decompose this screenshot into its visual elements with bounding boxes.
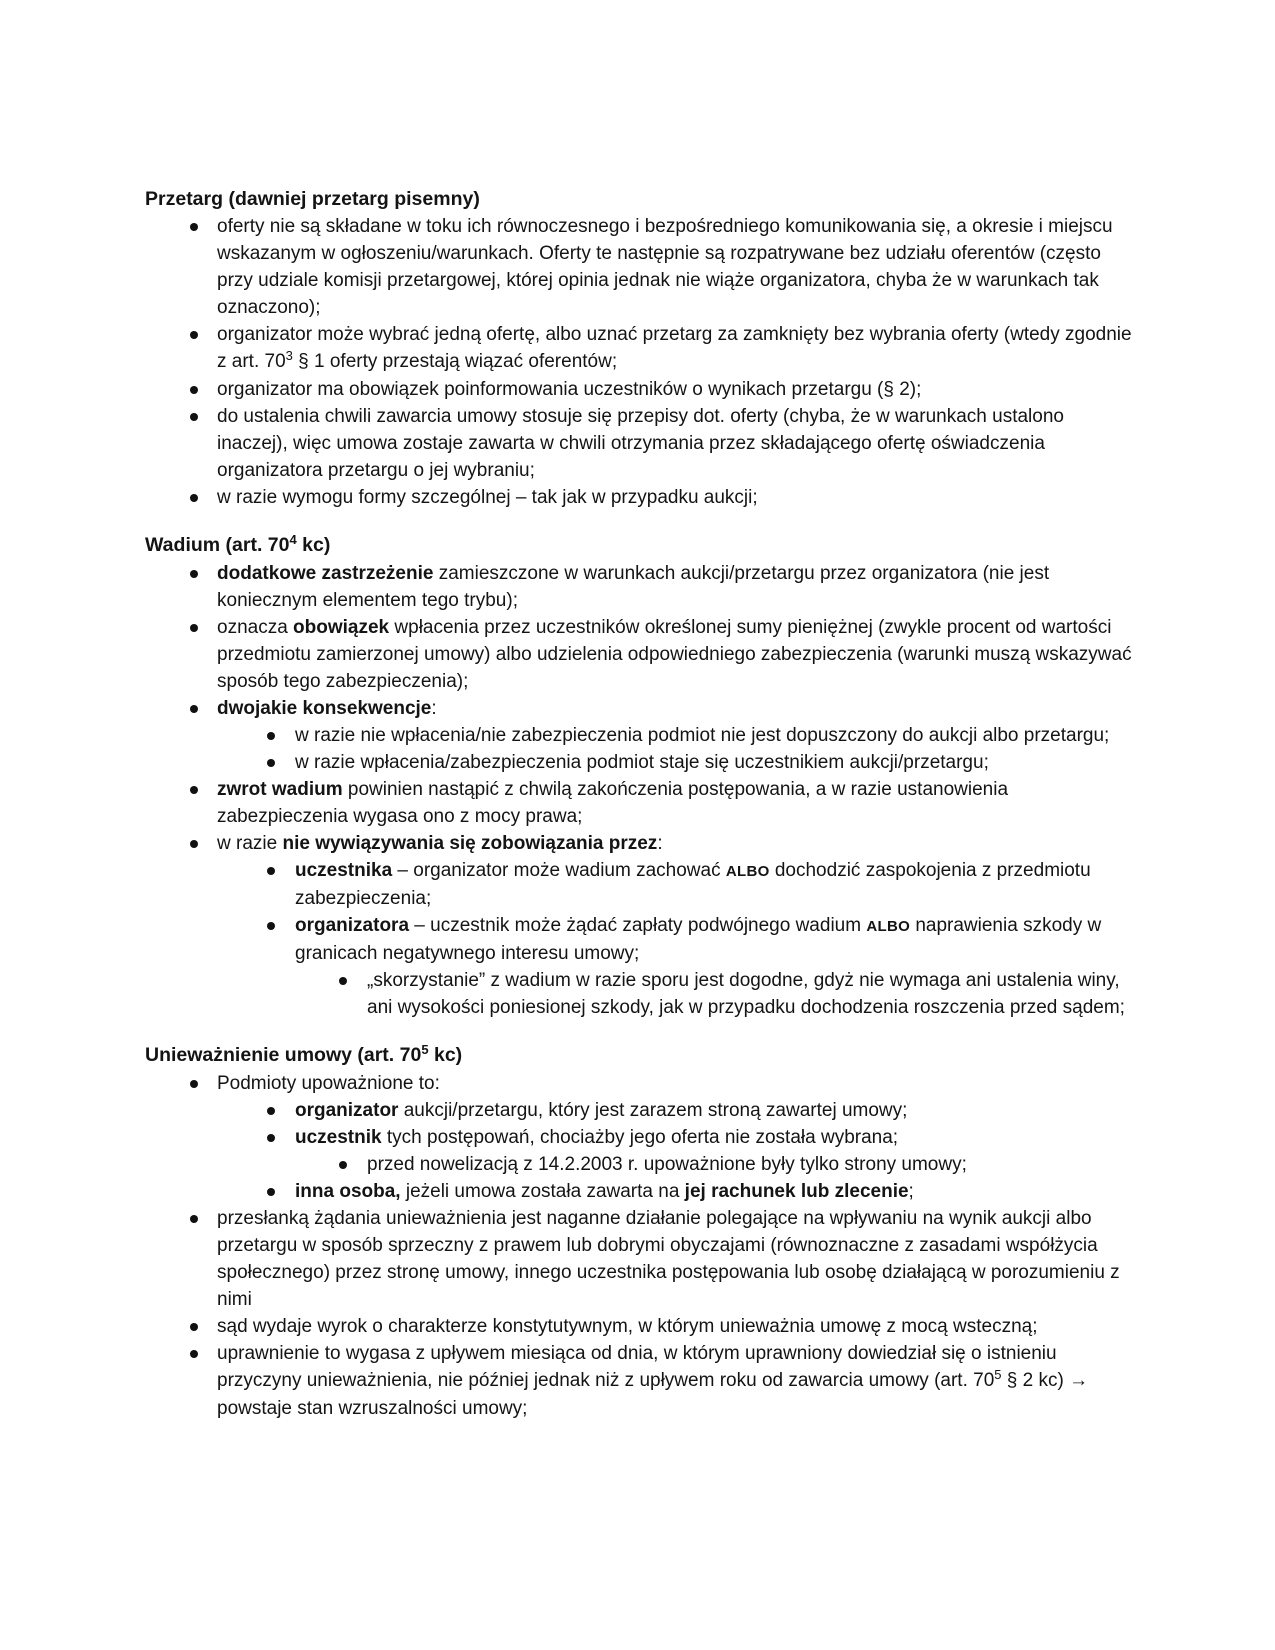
bullet-icon [190,705,198,713]
superscript: 3 [285,348,293,363]
bullet-item [145,213,1135,321]
bullet-text [367,1154,967,1175]
bullet-icon [267,732,275,740]
bullet-text [217,1316,1037,1337]
bullet-text [217,1343,1088,1419]
text-run: w razie wymogu formy szczególnej – tak jak w przypadku aukcji; [217,487,758,508]
bullet-text [217,1208,1120,1310]
bullet-text [217,487,758,508]
bullet-item [145,722,1135,749]
text-run: kc) [428,1044,463,1066]
bullet-item [145,403,1135,484]
text-run: § 2 kc) → powstaje stan wzruszalności umowy; [217,1370,1089,1419]
bullet-text [217,216,1113,318]
text-run: § 1 oferty przestają wiązać oferentów; [292,351,618,372]
text-run: organizator ma obowiązek poinformowania uczestników o wynikach przetargu (§ 2); [217,379,922,400]
bullet-text [367,970,1125,1018]
bullet-item [145,1205,1135,1313]
bullet-icon [267,1188,275,1196]
bullet-item [145,967,1135,1021]
text-run: jeżeli umowa została zawarta na [400,1181,685,1202]
bullet-item [145,484,1135,511]
bullet-item [145,830,1135,857]
bullet-item [145,1124,1135,1151]
bullet-icon [190,624,198,632]
bullet-item [145,614,1135,695]
text-run: aukcji/przetargu, który jest zarazem stroną zawartej umowy; [398,1100,908,1121]
text-run: naprawienia szkody w granicach negatywnego interesu umowy; [295,915,1102,964]
bullet-item [145,912,1135,967]
text-run: jej rachunek lub zlecenie [684,1181,909,1202]
bullet-item [145,376,1135,403]
bullet-text [295,725,1109,746]
bullet-text [295,915,1101,964]
text-run: uprawnienie to wygasa z upływem miesiąca od dnia, w którym uprawniony dowiedział się o istnieniu przyczyny unieważnienia, nie później jednak niż z upływem roku od zawarcia umowy (art. 70 [217,1343,1057,1391]
bullet-icon [190,494,198,502]
document-content [145,186,1135,1422]
bullet-item [145,857,1135,912]
bullet-text [217,698,437,719]
text-run: w razie wpłacenia/zabezpieczenia podmiot staje się uczestnikiem aukcji/przetargu; [295,752,989,773]
text-run: dochodzić zaspokojenia z przedmiotu zabezpieczenia; [295,860,1091,909]
bullet-icon [190,1215,198,1223]
bullet-icon [190,1323,198,1331]
bullet-text [217,617,1132,692]
text-run: dodatkowe zastrzeżenie [217,563,434,584]
text-run: Wadium (art. 70 [145,534,290,556]
text-run: – uczestnik może żądać zapłaty podwójnego wadium [409,915,867,936]
text-run: – organizator może wadium zachować [392,860,726,881]
section-heading [145,1042,1135,1070]
text-run: organizator [295,1100,399,1121]
bullet-icon [190,840,198,848]
bullet-icon [339,977,347,985]
bullet-item [145,1070,1135,1097]
text-run: powinien nastąpić z chwilą zakończenia postępowania, a w razie ustanowienia zabezpieczenia wygasa ono z mocy prawa; [217,779,1009,827]
section-heading [145,532,1135,560]
text-run: Podmioty upoważnione to: [217,1073,440,1094]
bullet-text [217,406,1064,481]
text-run: Przetarg (dawniej przetarg pisemny) [145,188,480,210]
text-run: organizatora [295,915,410,936]
text-run: ; [908,1181,914,1202]
bullet-icon [190,1350,198,1358]
bullet-item [145,776,1135,830]
text-run: do ustalenia chwili zawarcia umowy stosuje się przepisy dot. oferty (chyba, że w warunkach ustalono inaczej), więc umowa zostaje zawarta w chwili otrzymania przez składającego ofertę oświadczenia organizatora przetargu o jej wybraniu; [217,406,1064,481]
bullet-item [145,1097,1135,1124]
bullet-item [145,560,1135,614]
superscript: 5 [994,1367,1002,1382]
text-run: dwojakie konsekwencje [217,698,432,719]
text-run: nie wywiązywania się zobowiązania przez [282,833,658,854]
text-run: zwrot wadium [217,779,343,800]
text-run: : [657,833,663,854]
bullet-icon [267,759,275,767]
bullet-icon [190,386,198,394]
text-run: organizator może wybrać jedną ofertę, albo uznać przetarg za zamknięty bez wybrania oferty (wtedy zgodnie z art. 70 [217,324,1132,372]
bullet-item [145,321,1135,376]
bullet-icon [190,786,198,794]
bullet-text [295,1100,907,1121]
text-run: oznacza [217,617,294,638]
text-run: obowiązek [293,617,390,638]
text-run: przesłanką żądania unieważnienia jest naganne działanie polegające na wpływaniu na wynik aukcji albo przetargu w sposób sprzeczny z prawem lub dobrymi obyczajami (równoznaczne z zasadami współżycia społecznego) przez stronę umowy, innego uczestnika postępowania lub osobę działającą w porozumieniu z nimi [217,1208,1120,1310]
bullet-item [145,749,1135,776]
bullet-text [295,1127,898,1148]
bullet-text [217,833,663,854]
bullet-item [145,1151,1135,1178]
text-run: oferty nie są składane w toku ich równoczesnego i bezpośredniego komunikowania się, a okresie i miejscu wskazanym w ogłoszeniu/warunkach. Oferty te następnie są rozpatrywane bez udziału oferentów (często przy udziale komisji przetargowej, której opinia jednak nie wiąże organizatora, chyba że w warunkach tak oznaczono); [217,216,1113,318]
text-run: wpłacenia przez uczestników określonej sumy pieniężnej (zwykle procent od wartości przedmiotu zamierzonej umowy) albo udzielenia odpowiedniego zabezpieczenia (warunki muszą wskazywać sposób tego zabezpieczenia); [217,617,1132,692]
text-run: uczestnik [295,1127,382,1148]
bullet-item [145,1340,1135,1422]
bullet-icon [339,1161,347,1169]
bullet-text [217,1073,440,1094]
text-run: : [431,698,437,719]
superscript: 5 [421,1042,429,1057]
smallcaps-emphasis: ALBO [866,918,911,935]
bullet-text [217,324,1132,372]
text-run: inna osoba, [295,1181,401,1202]
bullet-text [217,779,1008,827]
bullet-icon [190,413,198,421]
bullet-text [295,752,989,773]
bullet-text [295,1181,914,1202]
superscript: 4 [289,532,297,547]
bullet-text [217,379,921,400]
smallcaps-emphasis: ALBO [725,863,770,880]
bullet-icon [267,1134,275,1142]
bullet-item [145,1178,1135,1205]
text-run: zamieszczone w warunkach aukcji/przetargu przez organizatora (nie jest koniecznym elementem tego trybu); [217,563,1050,611]
text-run: przed nowelizacją z 14.2.2003 r. upoważnione były tylko strony umowy; [367,1154,967,1175]
bullet-text [217,563,1049,611]
bullet-icon [267,922,275,930]
text-run: w razie [217,833,283,854]
section-heading [145,186,1135,213]
text-run: uczestnika [295,860,393,881]
text-run: „skorzystanie” z wadium w razie sporu jest dogodne, gdyż nie wymaga ani ustalenia winy, ani wysokości poniesionej szkody, jak w przypadku dochodzenia roszczenia przed sądem; [367,970,1125,1018]
bullet-icon [190,1080,198,1088]
text-run: Unieważnienie umowy (art. 70 [145,1044,422,1066]
bullet-text [295,860,1091,909]
bullet-item [145,695,1135,722]
bullet-icon [190,570,198,578]
bullet-icon [267,1107,275,1115]
bullet-item [145,1313,1135,1340]
bullet-icon [190,331,198,339]
text-run: sąd wydaje wyrok o charakterze konstytutywnym, w którym unieważnia umowę z mocą wsteczną; [217,1316,1038,1337]
text-run: tych postępowań, chociażby jego oferta nie została wybrana; [381,1127,899,1148]
text-run: kc) [296,534,331,556]
text-run: w razie nie wpłacenia/nie zabezpieczenia podmiot nie jest dopuszczony do aukcji albo przetargu; [295,725,1110,746]
bullet-icon [190,223,198,231]
bullet-icon [267,867,275,875]
